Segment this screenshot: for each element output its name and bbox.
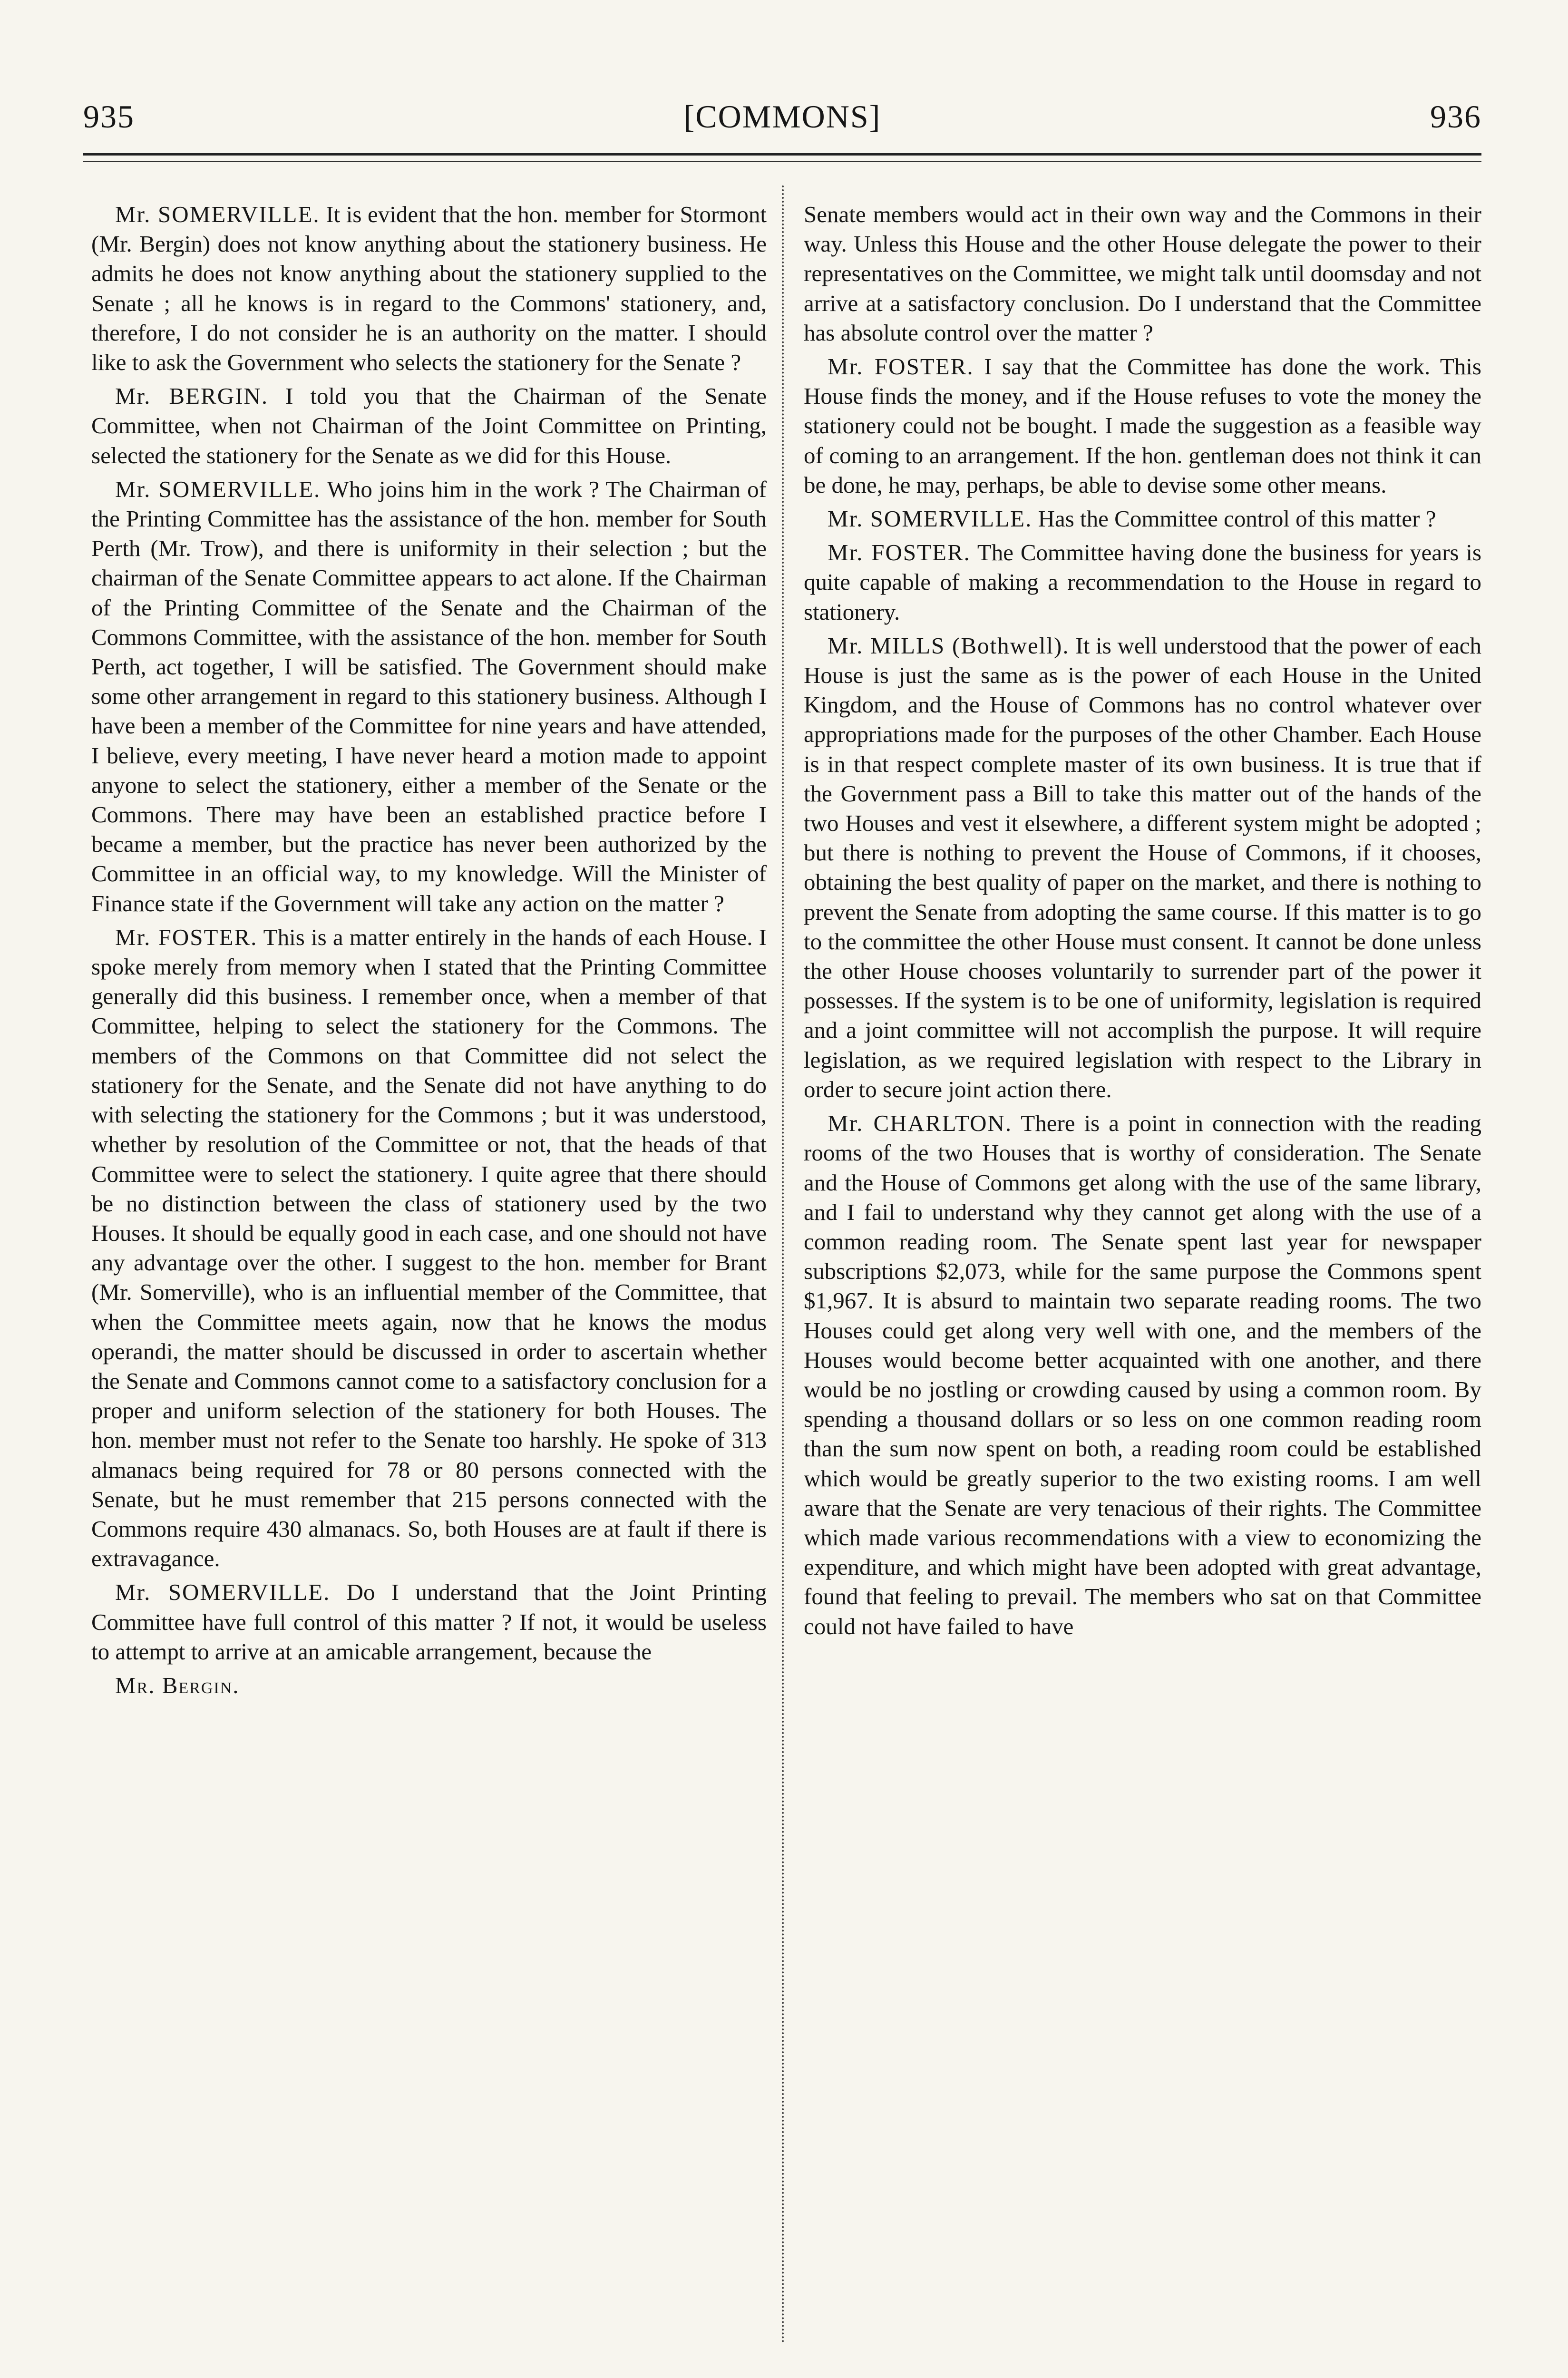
- speaker-name: Mr. MILLS (Bothwell).: [828, 632, 1070, 659]
- speaker-name: Mr. FOSTER.: [828, 353, 974, 380]
- speaker-name: Mr. SOMERVILLE.: [115, 476, 321, 502]
- running-title: [COMMONS]: [683, 98, 881, 135]
- right-page-number: 936: [1430, 98, 1481, 135]
- paragraph-text: Do I understand that the Joint Printing Committee have full control of this matter ? If not, it would be useless to attempt to arrive at an amicable arrangement, because the: [91, 1579, 767, 1665]
- column-divider: [782, 185, 784, 2345]
- paragraph-text: Who joins him in the work ? The Chairman of the Printing Committee has the assistance of the hon. member for South Perth (Mr. Trow), and there is uniformity in their selection ; but the chairman of the Senate Committee appears to act alone. If the Chairman of the Printing Committee of the Senate and the Chairman of the Commons Committee, with the assistance of the hon. member for South Perth, act together, I will be satisfied. The Government should make some other arrangement in regard to this stationery business. Although I have been a member of the Committee for nine years and have attended, I believe, every meeting, I have never heard a motion made to appoint anyone to select the stationery, either a member of the Senate or the Commons. There may have been an established practice before I became a member, but the practice has never been authorized by the Committee in an official way, to my knowledge. Will the Minister of Finance state if the Government will take any action on the matter ?: [91, 476, 767, 916]
- left-page-number: 935: [83, 98, 135, 135]
- speaker-name: Mr. SOMERVILLE.: [115, 201, 320, 227]
- paragraph: [804, 352, 1481, 500]
- paragraph-text: Has the Committee control of this matter ?: [1038, 506, 1436, 532]
- catchword: Mr. Bergin.: [115, 1672, 240, 1698]
- speaker-name: Mr. FOSTER.: [115, 924, 258, 950]
- paragraph: [91, 923, 767, 1573]
- paragraph: [804, 538, 1481, 627]
- paragraph-text: I say that the Committee has done the work. This House finds the money, and if the House refuses to vote the money the stationery could not be bought. I made the suggestion as a feasible way of coming to an arrangement. If the hon. gentleman does not think it can be done, he may, perhaps, be able to devise some other means.: [804, 353, 1481, 498]
- paragraph: [804, 504, 1481, 534]
- speaker-name: Mr. BERGIN.: [115, 383, 269, 409]
- speaker-name: Mr. SOMERVILLE.: [115, 1579, 331, 1606]
- page-header: [83, 93, 1481, 150]
- paragraph-text: The Committee having done the business for years is quite capable of making a recommendation to the House in regard to stationery.: [804, 539, 1482, 625]
- header-rule-thin: [83, 161, 1481, 162]
- left-column: [91, 200, 767, 1700]
- paragraph: [91, 1578, 767, 1667]
- speaker-name: Mr. CHARLTON.: [828, 1110, 1013, 1137]
- right-column: [804, 200, 1481, 1646]
- header-rule-thick: [83, 153, 1481, 156]
- paragraph: [91, 381, 767, 470]
- speaker-name: Mr. SOMERVILLE.: [828, 506, 1032, 532]
- paragraph: [91, 200, 767, 377]
- paragraph-text: There is a point in connection with the reading rooms of the two Houses that is worthy of consideration. The Senate and the House of Commons get along with the use of the same library, and I fail to understand why they cannot get along with the use of a common reading room. The Senate spent last year for newspaper subscriptions $2,073, while for the same purpose the Commons spent $1,967. It is absurd to maintain two separate reading rooms. The two Houses could get along very well with one, and the members of the Houses would become better acquainted with one another, and there would be no jostling or crowding caused by using a common room. By spending a thousand dollars or so less on one common reading room than the sum now spent on both, a reading room could be established which would be greatly superior to the two existing rooms. I am well aware that the Senate are very tenacious of their rights. The Committee which made various recommendations with a view to economizing the expenditure, and which might have been adopted with great advantage, found that feeling to prevail. The members who sat on that Committee could not have failed to have: [804, 1110, 1481, 1639]
- paragraph-text: I told you that the Chairman of the Senate Committee, when not Chairman of the Joint Committee on Printing, selected the stationery for the Senate as we did for this House.: [91, 383, 767, 468]
- paragraph: [804, 631, 1481, 1104]
- paragraph-text: It is evident that the hon. member for Stormont (Mr. Bergin) does not know anything about the stationery business. He admits he does not know anything about the stationery supplied to the Senate ; all he knows is in regard to the Commons' stationery, and, therefore, I do not consider he is an authority on the matter. I should like to ask the Government who selects the stationery for the Senate ?: [91, 201, 767, 376]
- speaker-name: Mr. FOSTER.: [828, 539, 971, 566]
- paragraph: [91, 475, 767, 918]
- paragraph-text: Senate members would act in their own way and the Commons in their way. Unless this House and the other House delegate the power to their representatives on the Committee, we might talk until doomsday and not arrive at a satisfactory conclusion. Do I understand that the Committee has absolute control over the matter ?: [804, 201, 1481, 346]
- paragraph-text: This is a matter entirely in the hands of each House. I spoke merely from memory when I stated that the Printing Committee generally did this business. I remember once, when a member of that Committee, helping to select the stationery for the Commons. The members of the Commons on that Committee did not select the stationery for the Senate, and the Senate did not have anything to do with selecting the stationery for the Commons ; but it was understood, whether by resolution of the Committee or not, that the heads of that Committee were to select the stationery. I quite agree that there should be no distinction between the class of stationery used by the two Houses. It should be equally good in each case, and one should not have any advantage over the other. I suggest to the hon. member for Brant (Mr. Somerville), who is an influential member of the Committee, that when the Committee meets again, now that he knows the modus operandi, the matter should be discussed in order to ascertain whether the Senate and Commons cannot come to a satisfactory conclusion for a proper and uniform selection of the stationery for both Houses. The hon. member must not refer to the Senate too harshly. He spoke of 313 almanacs being required for 78 or 80 persons connected with the Senate, but he must remember that 215 persons connected with the Commons require 430 almanacs. So, both Houses are at fault if there is extravagance.: [91, 924, 767, 1572]
- paragraph-text: It is well understood that the power of each House is just the same as is the power of each House in the United Kingdom, and the House of Commons has no control whatever over appropriations made for the purposes of the other Chamber. Each House is in that respect complete master of its own business. It is true that if the Government pass a Bill to take this matter out of the hands of the two Houses and vest it elsewhere, a different system might be adopted ; but there is nothing to prevent the House of Commons, if it chooses, obtaining the best quality of paper on the market, and there is nothing to prevent the Senate from adopting the same course. If this matter is to go to the committee the other House must consent. It cannot be done unless the other House chooses voluntarily to surrender part of the power it possesses. If the system is to be one of uniformity, legislation is required and a joint committee will not accomplish the purpose. It will require legislation, as we required legislation with respect to the Library in order to secure joint action there.: [804, 632, 1481, 1102]
- paragraph: [804, 200, 1481, 348]
- paragraph: [804, 1109, 1481, 1641]
